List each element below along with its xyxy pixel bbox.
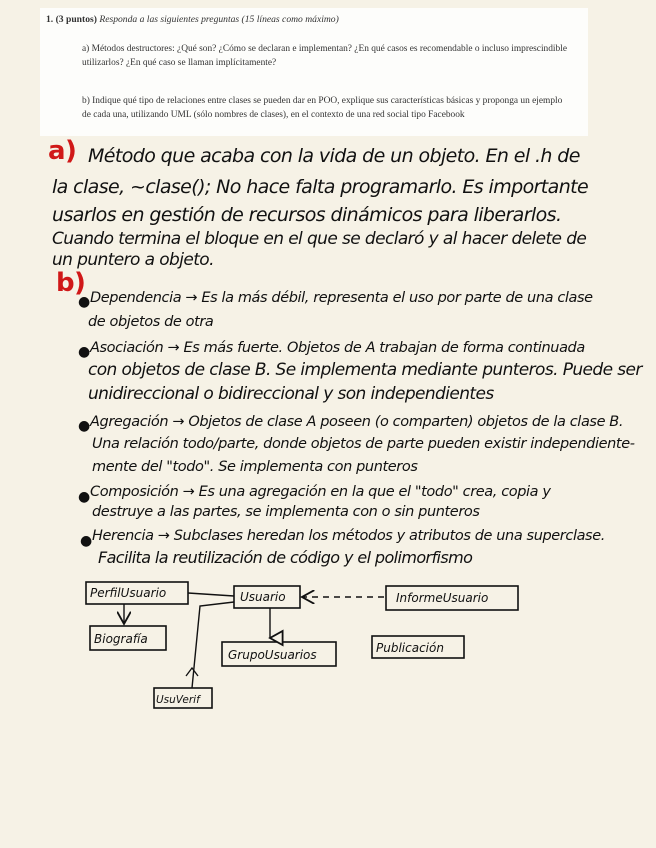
question-instructions: Responda a las siguientes preguntas (15 líneas como máximo) <box>99 14 339 25</box>
question-points: (3 puntos) <box>55 14 97 25</box>
uml-class-label: Usuario <box>240 590 286 604</box>
uml-class-informeusuario <box>386 586 518 610</box>
answer-a-marker: a) <box>48 136 77 166</box>
uml-class-label: UsuVerif <box>156 694 200 706</box>
uml-class-usuario <box>234 586 300 608</box>
answer-b-item-line: Composición → Es una agregación en la que el "todo" crea, copia y <box>90 484 551 500</box>
uml-association-line <box>188 593 234 596</box>
answer-a-line: un puntero a objeto. <box>52 250 214 270</box>
answer-b-item-line: con objetos de clase B. Se implementa mediante punteros. Puede ser <box>88 360 642 380</box>
uml-class-biografia <box>90 626 166 650</box>
answer-b-item-line: Facilita la reutilización de código y el polimorfismo <box>98 548 473 567</box>
bullet-dot: ● <box>78 344 91 360</box>
answer-b-item-line: Herencia → Subclases heredan los métodos y atributos de una superclase. <box>92 528 605 544</box>
bullet-dot: ● <box>80 533 93 549</box>
question-header <box>40 8 588 136</box>
question-number: 1. <box>46 14 54 25</box>
uml-class-usuverif <box>154 688 212 708</box>
uml-diagram <box>0 560 656 730</box>
uml-class-label: Publicación <box>376 641 444 655</box>
answer-b-item-line: Agregación → Objetos de clase A poseen (o comparten) objetos de la clase B. <box>90 414 624 430</box>
answer-b-item-line: Una relación todo/parte, donde objetos de parte pueden existir independiente- <box>92 436 635 452</box>
uml-class-publicacion <box>372 636 464 658</box>
uml-inheritance-line <box>192 602 234 688</box>
answer-b-item-line: unidireccional o bidireccional y son independientes <box>88 384 494 404</box>
uml-inheritance-arrowhead <box>186 668 198 676</box>
answer-b-item-line: de objetos de otra <box>88 314 214 330</box>
uml-class-label: PerfilUsuario <box>90 586 167 600</box>
uml-class-perfilusuario <box>86 582 188 604</box>
uml-class-grupousuarios <box>222 642 336 666</box>
answer-b-marker: b) <box>56 268 86 298</box>
bullet-dot: ● <box>78 418 91 434</box>
bullet-dot: ● <box>78 489 91 505</box>
uml-class-label: GrupoUsuarios <box>228 648 317 662</box>
answer-b-item-line: Asociación → Es más fuerte. Objetos de A trabajan de forma continuada <box>90 340 585 356</box>
question-part-a: a) Métodos destructores: ¿Qué son? ¿Cómo se declaran e implementan? ¿En qué casos es recomendable o incluso imprescindible utilizarlos? ¿En qué caso se llaman implícitamente? <box>82 44 567 68</box>
answer-b-item-line: Dependencia → Es la más débil, representa el uso por parte de una clase <box>90 290 593 306</box>
uml-class-label: InformeUsuario <box>396 591 489 605</box>
answer-b-item-line: destruye a las partes, se implementa con o sin punteros <box>92 504 480 520</box>
answer-a-line: usarlos en gestión de recursos dinámicos para liberarlos. <box>52 204 562 226</box>
question-title <box>46 14 576 25</box>
answer-a-line: la clase, ~clase(); No hace falta programarlo. Es importante <box>52 176 589 198</box>
answer-b-item-line: mente del "todo". Se implementa con punteros <box>92 459 418 475</box>
uml-class-label: Biografía <box>94 632 148 646</box>
answer-a-line: Método que acaba con la vida de un objeto. En el .h de <box>88 145 580 167</box>
answer-a-line: Cuando termina el bloque en el que se declaró y al hacer delete de <box>52 229 587 249</box>
bullet-dot: ● <box>78 294 91 310</box>
question-part-b: b) Indique qué tipo de relaciones entre clases se pueden dar en POO, explique sus características básicas y proponga un ejemplo de cada una, utilizando UML (sólo nombres de clases), en el contexto de una red social tipo Facebook <box>82 96 563 120</box>
